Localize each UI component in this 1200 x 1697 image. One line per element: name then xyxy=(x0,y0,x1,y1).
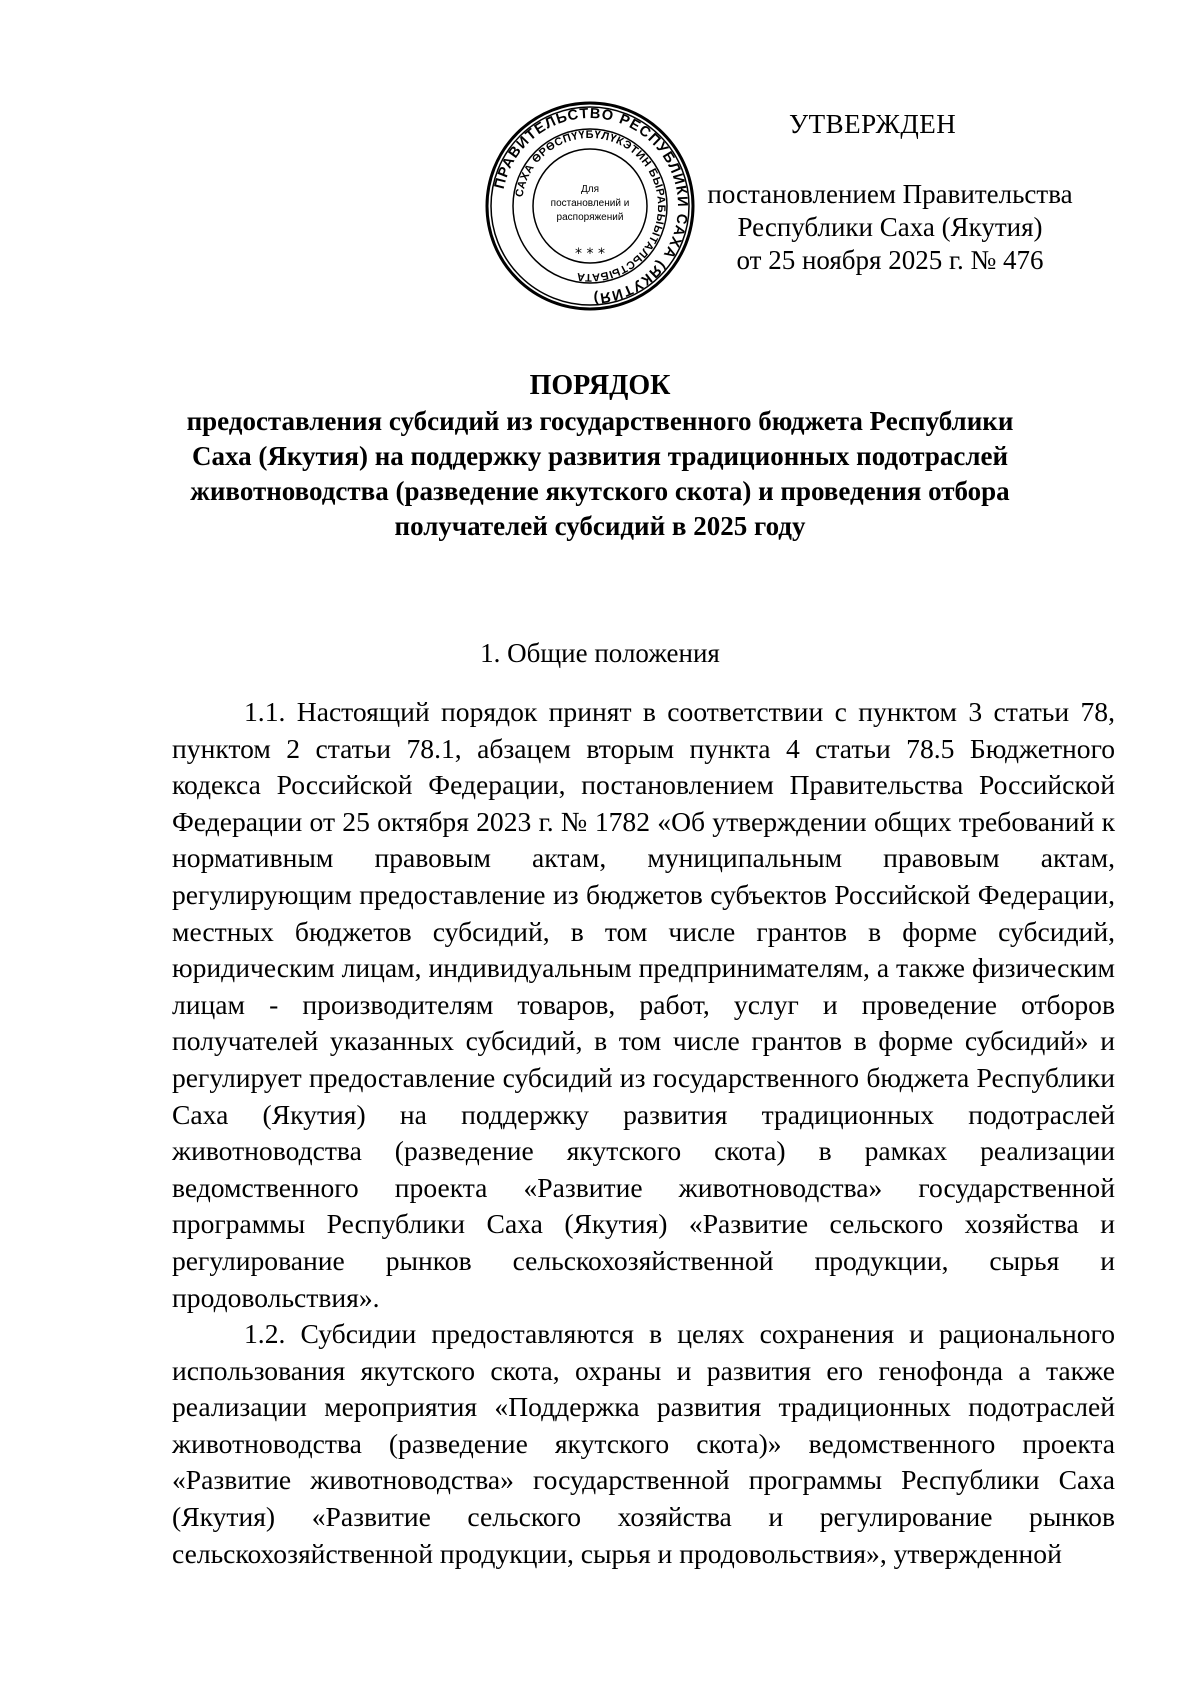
approval-line-2: Республики Саха (Якутия) xyxy=(737,212,1043,242)
seal-center-line-3: распоряжений xyxy=(556,212,624,223)
title-line-2: Саха (Якутия) на поддержку развития традиционных подотраслей xyxy=(191,441,1009,471)
title-line-1: предоставления субсидий из государственного бюджета Республики xyxy=(186,406,1014,436)
document-body xyxy=(172,694,1115,1572)
paragraph-1-1: 1.1. Настоящий порядок принят в соответствии с пунктом 3 статьи 78, пунктом 2 статьи 78.1, абзацем вторым пункта 4 статьи 78.5 Бюджетного кодекса Российской Федерации, постановлением Правительства Российской Федерации от 25 октября 2023 г. № 1782 «Об утверждении общих требований к нормативным правовым актам, муниципальным правовым актам, регулирующим предоставление из бюджетов субъектов Российской Федерации, местных бюджетов субсидий, в том числе грантов в форме субсидий, юридическим лицам, индивидуальным предпринимателям, а также физическим лицам - производителям товаров, работ, услуг и проведение отборов получателей указанных субсидий, в том числе грантов в форме субсидий» и регулирует предоставление субсидий из государственного бюджета Республики Саха (Якутия) на поддержку развития традиционных подотраслей животноводства (разведение якутского скота) в рамках реализации ведомственного проекта «Развитие животноводства» государственной программы Республики Саха (Якутия) «Развитие сельского хозяйства и регулирование рынков сельскохозяйственной продукции, сырья и продовольствия». xyxy=(172,696,1115,1313)
paragraph-1-2: 1.2. Субсидии предоставляются в целях сохранения и рационального использования якутского скота, охраны и развития его генофонда а также реализации мероприятия «Поддержка развития традиционных подотраслей животноводства (разведение якутского скота)» ведомственного проекта «Развитие животноводства» государственной программы Республики Саха (Якутия) «Развитие сельского хозяйства и регулирование рынков сельскохозяйственной продукции, сырья и продовольствия», утвержденной xyxy=(172,1318,1115,1569)
seal-stars: * * * xyxy=(575,246,605,262)
official-seal xyxy=(484,100,696,312)
approval-line-1: постановлением Правительства xyxy=(707,179,1073,209)
title-line-3: животноводства (разведение якутского скота) и проведения отбора xyxy=(190,476,1010,506)
seal-center-line-1: Для xyxy=(580,184,600,195)
title-line-4: получателей субсидий в 2025 году xyxy=(394,511,806,541)
title-heading: ПОРЯДОК xyxy=(529,370,671,401)
seal-outer-text: ПРАВИТЕЛЬСТВО РЕСПУБЛИКИ САХА (ЯКУТИЯ) xyxy=(491,105,691,307)
approval-line-3: от 25 ноября 2025 г. № 476 xyxy=(736,245,1044,275)
approved-label: УТВЕРЖДЕН xyxy=(789,109,957,139)
document-title xyxy=(150,368,1050,544)
seal-inner-text: САХА ӨРӨСПҮҮБҮЛҮКЭТИН БЫРАБЫЫТАЛЬСТЫБАТА xyxy=(513,128,668,284)
approval-reference xyxy=(690,178,1090,277)
section-heading: 1. Общие положения xyxy=(480,638,720,668)
approval-block xyxy=(690,108,1090,275)
seal-center-line-2: постановлений и xyxy=(550,198,630,209)
